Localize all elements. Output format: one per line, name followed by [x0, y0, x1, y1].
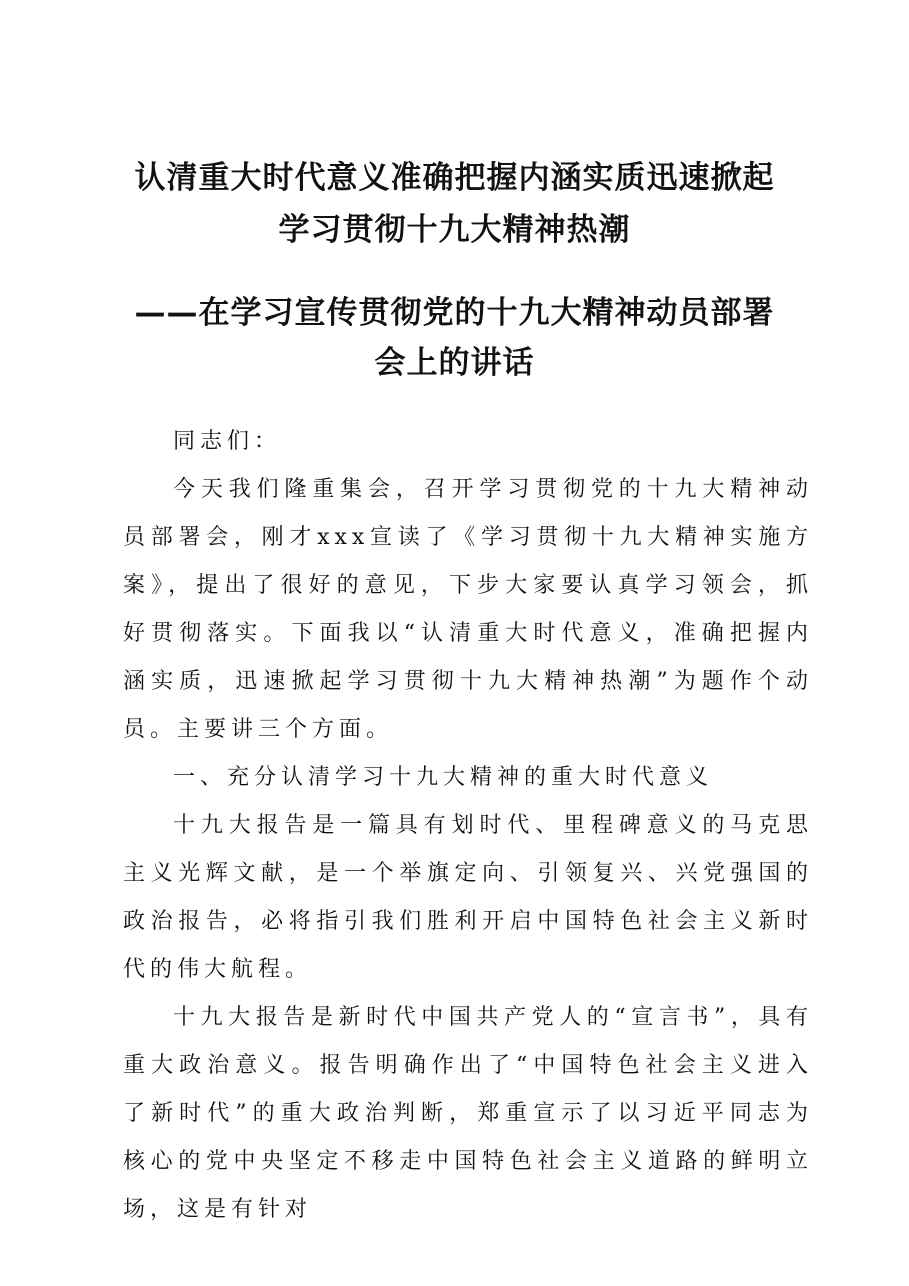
body-paragraph-2: 十九大报告是新时代中国共产党人的“宣言书”，具有重大政治意义。报告明确作出了“中国特色社会主义进入了新时代”的重大政治判断，郑重宣示了以习近平同志为核心的党中央坚定不移走中国特色社会主义道路的鲜明立场，这是有针对: [123, 1005, 813, 1222]
title-line-1: 认清重大时代意义准确把握内涵实质迅速掀起: [134, 160, 775, 196]
body-paragraph-1: 十九大报告是一篇具有划时代、里程碑意义的马克思主义光辉文献，是一个举旗定向、引领复兴、兴党强国的政治报告，必将指引我们胜利开启中国特色社会主义新时代的伟大航程。: [123, 813, 813, 982]
subtitle-block: [0, 288, 909, 388]
section-heading-1: 一、充分认清学习十九大精神的重大时代意义: [173, 765, 714, 790]
subtitle-line-1: ——在学习宣传贯彻党的十九大精神动员部署: [134, 295, 775, 331]
subtitle-line-2: 会上的讲话: [374, 345, 535, 381]
intro-paragraph: 今天我们隆重集会，召开学习贯彻党的十九大精神动员部署会，刚才xxx宣读了《学习贯彻十九大精神实施方案》，提出了很好的意见，下步大家要认真学习领会，抓好贯彻落实。下面我以“认清重大时代意义，准确把握内涵实质，迅速掀起学习贯彻十九大精神热潮”为题作个动员。主要讲三个方面。: [123, 477, 813, 742]
title-block: [0, 152, 909, 256]
salutation: 同志们：: [173, 429, 282, 454]
body-text: [123, 418, 813, 1234]
title-line-2: 学习贯彻十九大精神热潮: [278, 212, 631, 248]
